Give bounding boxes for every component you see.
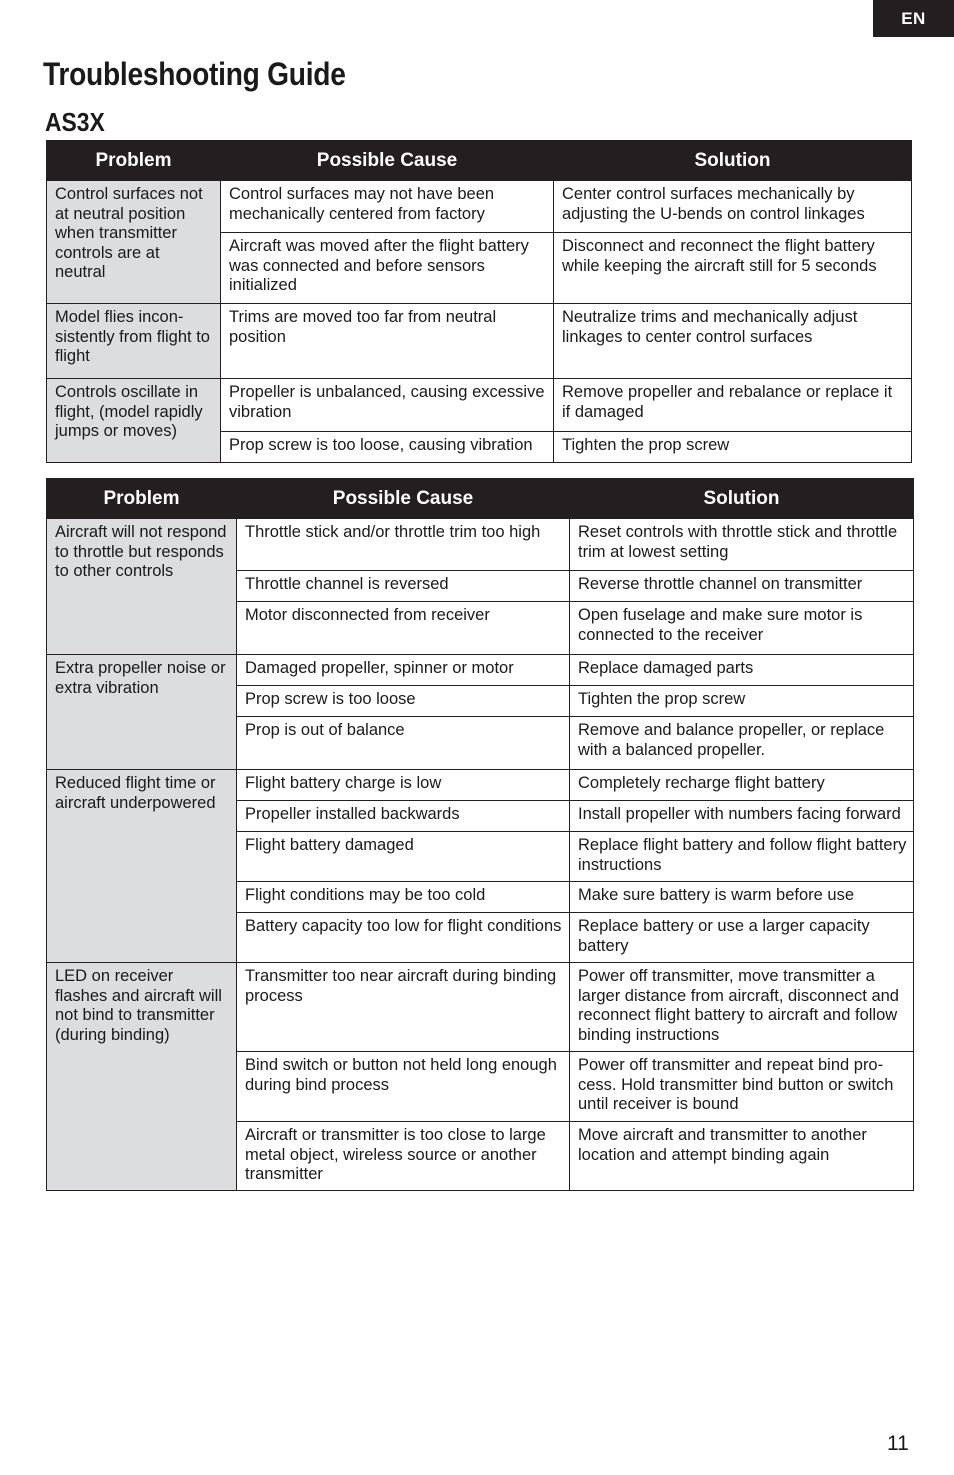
page-title: Troubleshooting Guide bbox=[43, 56, 346, 92]
table-header-row bbox=[47, 479, 914, 519]
solution-cell: Tighten the prop screw bbox=[570, 686, 914, 717]
header-problem: Problem bbox=[47, 479, 237, 519]
problem-cell: Aircraft will not respond to throttle but responds to other controls bbox=[47, 519, 237, 655]
table-row bbox=[47, 519, 914, 571]
solution-cell: Power off transmitter and repeat bind pro-cess. Hold transmitter bind button or switch until receiver is bound bbox=[570, 1052, 914, 1122]
solution-cell: Neutralize trims and mechanically adjust linkages to center control surfaces bbox=[554, 304, 912, 379]
solution-cell: Open fuselage and make sure motor is connected to the receiver bbox=[570, 602, 914, 655]
problem-cell: Controls oscillate in flight, (model rapidly jumps or moves) bbox=[47, 379, 221, 463]
solution-cell: Replace flight battery and follow flight battery instructions bbox=[570, 832, 914, 882]
problem-cell: Extra propeller noise or extra vibration bbox=[47, 655, 237, 770]
cause-cell: Flight battery damaged bbox=[237, 832, 570, 882]
cause-cell: Aircraft was moved after the flight battery was connected and before sensors initialized bbox=[221, 233, 554, 304]
solution-cell: Power off transmitter, move transmitter a larger distance from aircraft, disconnect and reconnect flight battery to aircraft and follow binding instructions bbox=[570, 963, 914, 1052]
cause-cell: Throttle stick and/or throttle trim too high bbox=[237, 519, 570, 571]
solution-cell: Install propeller with numbers facing forward bbox=[570, 801, 914, 832]
header-solution: Solution bbox=[570, 479, 914, 519]
problem-cell: Reduced flight time or aircraft underpowered bbox=[47, 770, 237, 963]
solution-cell: Completely recharge flight battery bbox=[570, 770, 914, 801]
solution-cell: Move aircraft and transmitter to another location and attempt binding again bbox=[570, 1122, 914, 1191]
table-row bbox=[47, 770, 914, 801]
solution-cell: Replace damaged parts bbox=[570, 655, 914, 686]
as3x-troubleshooting-table bbox=[46, 140, 912, 463]
cause-cell: Prop is out of balance bbox=[237, 717, 570, 770]
solution-cell: Reset controls with throttle stick and throttle trim at lowest setting bbox=[570, 519, 914, 571]
cause-cell: Bind switch or button not held long enough during bind process bbox=[237, 1052, 570, 1122]
problem-cell: Model flies incon-sistently from flight to flight bbox=[47, 304, 221, 379]
solution-cell: Replace battery or use a larger capacity battery bbox=[570, 913, 914, 963]
header-possible-cause: Possible Cause bbox=[237, 479, 570, 519]
header-solution: Solution bbox=[554, 141, 912, 181]
cause-cell: Trims are moved too far from neutral position bbox=[221, 304, 554, 379]
problem-cell: LED on receiver flashes and aircraft will not bind to transmitter (during binding) bbox=[47, 963, 237, 1191]
solution-cell: Make sure battery is warm before use bbox=[570, 882, 914, 913]
general-troubleshooting-table bbox=[46, 478, 914, 1191]
solution-cell: Reverse throttle channel on transmitter bbox=[570, 571, 914, 602]
language-tab: EN bbox=[873, 0, 954, 37]
cause-cell: Propeller installed backwards bbox=[237, 801, 570, 832]
cause-cell: Damaged propeller, spinner or motor bbox=[237, 655, 570, 686]
section-title: AS3X bbox=[45, 107, 105, 137]
solution-cell: Remove and balance propeller, or replace with a balanced propeller. bbox=[570, 717, 914, 770]
cause-cell: Throttle channel is reversed bbox=[237, 571, 570, 602]
cause-cell: Flight battery charge is low bbox=[237, 770, 570, 801]
solution-cell: Center control surfaces mechanically by adjusting the U-bends on control linkages bbox=[554, 181, 912, 233]
cause-cell: Prop screw is too loose, causing vibration bbox=[221, 432, 554, 463]
cause-cell: Prop screw is too loose bbox=[237, 686, 570, 717]
table-row bbox=[47, 379, 912, 432]
cause-cell: Control surfaces may not have been mechanically centered from factory bbox=[221, 181, 554, 233]
header-problem: Problem bbox=[47, 141, 221, 181]
cause-cell: Battery capacity too low for flight conditions bbox=[237, 913, 570, 963]
header-possible-cause: Possible Cause bbox=[221, 141, 554, 181]
cause-cell: Propeller is unbalanced, causing excessive vibration bbox=[221, 379, 554, 432]
table-header-row bbox=[47, 141, 912, 181]
solution-cell: Remove propeller and rebalance or replace it if damaged bbox=[554, 379, 912, 432]
solution-cell: Tighten the prop screw bbox=[554, 432, 912, 463]
table-row bbox=[47, 304, 912, 379]
cause-cell: Flight conditions may be too cold bbox=[237, 882, 570, 913]
problem-cell: Control surfaces not at neutral position when transmitter controls are at neutral bbox=[47, 181, 221, 304]
solution-cell: Disconnect and reconnect the flight battery while keeping the aircraft still for 5 seconds bbox=[554, 233, 912, 304]
table-row bbox=[47, 963, 914, 1052]
table-row bbox=[47, 181, 912, 233]
table-row bbox=[47, 655, 914, 686]
cause-cell: Transmitter too near aircraft during binding process bbox=[237, 963, 570, 1052]
page-number: 11 bbox=[887, 1432, 909, 1455]
cause-cell: Aircraft or transmitter is too close to large metal object, wireless source or another transmitter bbox=[237, 1122, 570, 1191]
cause-cell: Motor disconnected from receiver bbox=[237, 602, 570, 655]
